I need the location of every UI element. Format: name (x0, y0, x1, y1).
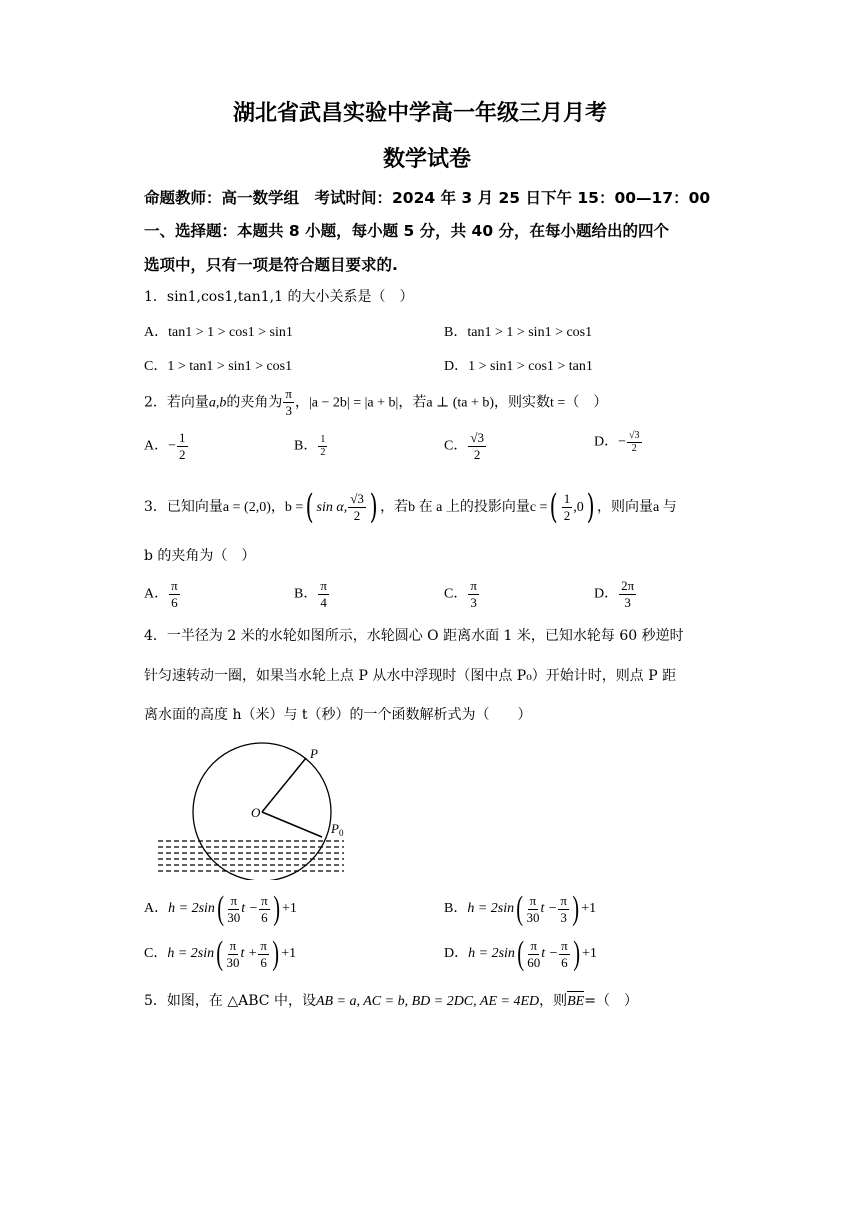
question-3-stem-line2: b 的夹角为（ ） (144, 548, 256, 564)
question-4-option-c: C．h = 2sin( $\frac{\pi}{30}$ t + $\frac{\pi}{6}$ ) +1 (144, 935, 297, 972)
question-3-stem-line1: 3．已知向量a = (2,0)，b =( sin α, $\frac{√3}{2}$ ) ，若b 在 a 上的投影向量c =( $\frac{1}{2}$ ,0) ，则向量a 与 (144, 487, 677, 527)
question-1-option-c: C．1 > tan1 > sin1 > cos1 (144, 359, 293, 374)
question-2-stem: 2．若向量a,b的夹角为 $\frac{\pi}{3}$ ，|a − 2b| = |a + b|，若a ⊥ (ta + b)，则实数t =（ ） (144, 386, 608, 418)
question-4-option-b: B．h = 2sin( $\frac{\pi}{30}$ t − $\frac{\pi}{3}$ ) +1 (444, 890, 597, 927)
question-2-option-d: D．− $\frac{√3}{2}$ (594, 430, 640, 454)
page-subtitle: 数学试卷 (383, 147, 472, 172)
label-p0-subscript: 0 (339, 828, 344, 838)
question-4-line2: 针匀速转动一圈，如果当水轮上点 P 从水中浮现时（图中点 P₀）开始计时，则点 P 距 (144, 668, 677, 684)
question-1-stem: 1．sin1,cos1,tan1,1 的大小关系是（ ） (144, 289, 414, 305)
question-4-option-d: D．h = 2sin( $\frac{\pi}{60}$ t − $\frac{\pi}{6}$ ) +1 (444, 935, 597, 972)
radius-op0 (262, 812, 322, 837)
question-2-option-b: B． $\frac{1}{2}$ (294, 434, 326, 458)
question-4-line3: 离水面的高度 h（米）与 t（秒）的一个函数解析式为（ ） (144, 707, 532, 723)
page-title: 湖北省武昌实验中学高一年级三月月考 (233, 101, 608, 126)
question-1-option-b: B．tan1 > 1 > sin1 > cos1 (444, 325, 593, 340)
section-heading-line1: 一、选择题：本题共 8 小题，每小题 5 分，共 40 分，在每小题给出的四个 (144, 222, 670, 240)
question-1-option-d: D．1 > sin1 > cos1 > tan1 (444, 359, 593, 374)
question-4-option-a: A．h = 2sin( $\frac{\pi}{30}$ t − $\frac{\pi}{6}$ ) +1 (144, 890, 297, 927)
label-o: O (251, 805, 261, 820)
label-p: P (310, 746, 318, 761)
question-3-option-b: B． $\frac{\pi}{4}$ (294, 578, 327, 610)
question-4-line1: 4．一半径为 2 米的水轮如图所示，水轮圆心 O 距离水面 1 米，已知水轮每 60 秒逆时 (144, 628, 684, 644)
section-heading-line2: 选项中，只有一项是符合题目要求的. (144, 256, 398, 274)
question-5-stem: 5．如图，在 △ABC 中，设AB = a, AC = b, BD = 2DC, AE = 4ED，则BE=（ ） (144, 991, 638, 1012)
question-3-option-a: A． $\frac{\pi}{6}$ (144, 578, 178, 610)
question-2-option-a: A．− $\frac{1}{2}$ (144, 430, 186, 462)
question-1-option-a: A．tan1 > 1 > cos1 > sin1 (144, 325, 293, 340)
radius-op (262, 758, 306, 812)
question-2-option-c: C． $\frac{√3}{2}$ (444, 430, 484, 462)
water-wheel-figure (150, 740, 390, 880)
exam-meta: 命题教师：高一数学组 考试时间：2024 年 3 月 25 日下午 15：00—17：00 (144, 189, 711, 207)
question-3-option-d: D． $\frac{2\pi}{3}$ (594, 578, 635, 610)
question-3-option-c: C． $\frac{\pi}{3}$ (444, 578, 477, 610)
label-p0: P (331, 821, 339, 836)
